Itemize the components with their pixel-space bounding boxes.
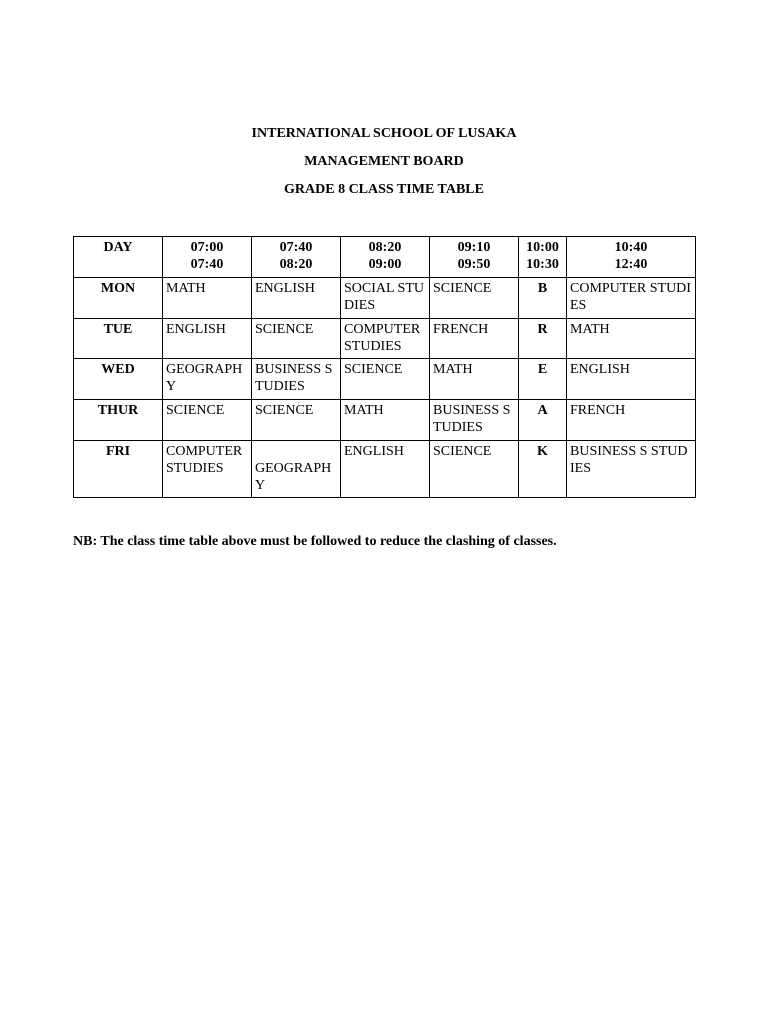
column-header-break [519,237,567,278]
day-cell: TUE [74,319,163,359]
column-header-period-1 [163,237,252,278]
subject-cell: SCIENCE [341,359,430,400]
column-header-period-5 [567,237,696,278]
subject-text: GEOGRAPHY [255,461,332,493]
subject-cell: SCIENCE [252,319,341,359]
period-start-time: 08:20 [368,240,402,255]
subject-cell: FRENCH [430,319,519,359]
subject-cell: ENGLISH [341,441,430,498]
break-letter-cell: K [519,441,567,498]
period-start-time: 09:10 [457,240,491,255]
day-cell: FRI [74,441,163,498]
table-row [74,400,696,441]
period-end-time: 07:40 [190,257,224,272]
period-end-time: 08:20 [279,257,313,272]
subject-cell: SCIENCE [430,278,519,319]
timetable-title: GRADE 8 CLASS TIME TABLE [284,182,484,197]
table-row [74,278,696,319]
table-row [74,359,696,400]
table-row [74,441,696,498]
timetable [73,236,696,498]
subject-cell: SCIENCE [430,441,519,498]
subject-cell: SCIENCE [163,400,252,441]
day-cell: THUR [74,400,163,441]
subject-cell: BUSINESS STUDIES [252,359,341,400]
subject-cell: MATH [341,400,430,441]
subject-cell: ENGLISH [252,278,341,319]
subject-cell: GEOGRAPHY [163,359,252,400]
column-header-label: DAY [103,240,133,255]
break-letter-cell: E [519,359,567,400]
period-end-time: 12:40 [614,257,648,272]
period-end-time: 09:00 [368,257,402,272]
spacer [255,443,337,460]
period-end-time: 10:30 [526,257,559,272]
day-cell: MON [74,278,163,319]
column-header-period-3 [341,237,430,278]
header-row [74,237,696,278]
subject-cell: BUSINESS STUDIES [430,400,519,441]
subject-cell: MATH [430,359,519,400]
board-name: MANAGEMENT BOARD [304,154,464,169]
period-end-time: 09:50 [457,257,491,272]
period-start-time: 10:40 [614,240,648,255]
subject-cell: MATH [567,319,696,359]
subject-cell [252,441,341,498]
timetable-note: NB: The class time table above must be followed to reduce the clashing of classes. [73,534,557,549]
subject-cell: COMPUTER STUDIES [567,278,696,319]
day-cell: WED [74,359,163,400]
break-letter-cell: R [519,319,567,359]
subject-cell: COMPUTER STUDIES [163,441,252,498]
column-header-day [74,237,163,278]
subject-cell: BUSINESS S STUDIES [567,441,696,498]
period-start-time: 07:40 [279,240,313,255]
column-header-period-4 [430,237,519,278]
period-start-time: 07:00 [190,240,224,255]
period-start-time: 10:00 [526,240,559,255]
subject-cell: COMPUTER STUDIES [341,319,430,359]
subject-cell: SCIENCE [252,400,341,441]
subject-cell: ENGLISH [567,359,696,400]
subject-cell: MATH [163,278,252,319]
subject-cell: FRENCH [567,400,696,441]
school-name: INTERNATIONAL SCHOOL OF LUSAKA [251,126,517,141]
break-letter-cell: B [519,278,567,319]
table-row [74,319,696,359]
subject-cell: SOCIAL STUDIES [341,278,430,319]
subject-cell: ENGLISH [163,319,252,359]
column-header-period-2 [252,237,341,278]
break-letter-cell: A [519,400,567,441]
